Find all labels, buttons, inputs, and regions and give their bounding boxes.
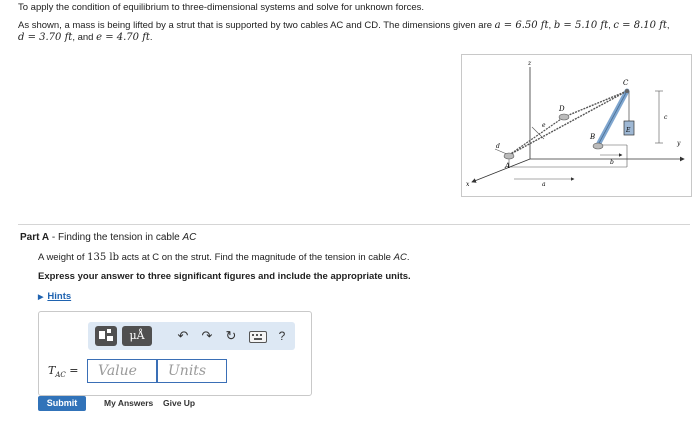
key-dot [252, 334, 254, 336]
template-icon-part [107, 329, 111, 333]
label-a-dim: a [542, 181, 546, 188]
my-answers-button[interactable]: My Answers [104, 398, 154, 408]
cable-ad [509, 117, 564, 155]
expand-triangle-icon: ▶ [38, 294, 44, 301]
part-title [20, 232, 196, 243]
problem-text-1: A weight of [38, 252, 88, 263]
key-dot [256, 334, 258, 336]
label-x: x [466, 181, 470, 188]
separator: , [608, 20, 614, 31]
support-d [559, 114, 569, 120]
dimension-e: e = 4.70 ft [96, 32, 150, 43]
key-dot [260, 334, 262, 336]
value-input[interactable] [87, 359, 157, 383]
template-icon [99, 331, 105, 339]
part-title-text: Finding the tension in cable [57, 232, 183, 243]
math-toolbar [88, 322, 295, 350]
problem-end: . [406, 252, 410, 263]
instruction-text: Express your answer to three significant figures and include the appropriate units. [38, 271, 411, 282]
statement-text: As shown, a mass is being lifted by a strut that is supported by two cables AC and CD. The dimensions given are [18, 20, 495, 31]
submit-button[interactable]: Submit [38, 396, 86, 411]
label-a-point: A [505, 162, 511, 170]
label-e-dim: e [542, 122, 546, 129]
problem-text-2: acts at C on the strut. Find the magnitude of the tension in cable [119, 252, 394, 263]
part-prefix: Part A [20, 232, 50, 243]
redo-icon[interactable]: ↷ [201, 328, 213, 343]
statement-end: . [149, 32, 153, 43]
problem-statement [18, 20, 683, 44]
intro-text: To apply the condition of equilibrium to three-dimensional systems and solve for unknown forces. [18, 2, 425, 13]
reset-icon[interactable]: ↻ [225, 328, 237, 343]
label-c-dim: c [664, 114, 668, 121]
joint-c [625, 89, 629, 93]
part-dash: - [49, 232, 58, 243]
answer-label-main: T [48, 364, 56, 377]
hints-link[interactable]: Hints [47, 291, 72, 302]
template-icon-part [107, 336, 113, 341]
label-d-dim: d [496, 143, 500, 150]
answer-label-eq: = [65, 364, 79, 377]
give-up-button[interactable]: Give Up [163, 398, 196, 408]
part-title-cable: AC [182, 232, 197, 243]
units-input[interactable] [157, 359, 227, 383]
support-b [593, 143, 603, 149]
support-a [504, 153, 514, 159]
dimension-d: d = 3.70 ft [18, 32, 73, 43]
templates-button[interactable] [95, 326, 117, 346]
section-divider [18, 224, 690, 225]
answer-label-sub: AC [55, 371, 66, 380]
dimension-b: b = 5.10 ft [553, 20, 609, 31]
strut-diagram [461, 54, 692, 197]
separator: , [666, 20, 670, 31]
part-problem [38, 252, 409, 263]
undo-icon[interactable]: ↶ [177, 328, 189, 343]
weight-value: 135 lb [87, 252, 119, 263]
answer-box [38, 311, 312, 396]
strut-diagram-svg [462, 55, 691, 196]
label-c-point: C [623, 79, 629, 87]
label-b-dim: b [610, 159, 614, 166]
label-y: y [677, 140, 681, 147]
x-axis [472, 159, 530, 182]
key-bar [254, 338, 262, 340]
label-b-point: B [590, 133, 596, 141]
problem-cable: AC [393, 252, 407, 263]
label-e-point: E [626, 127, 631, 134]
help-icon[interactable]: ? [278, 329, 286, 343]
and-text: , and [72, 32, 97, 43]
separator: , [548, 20, 554, 31]
label-z: z [528, 60, 532, 67]
dimension-c: c = 8.10 ft [613, 20, 667, 31]
label-d-point: D [559, 105, 565, 113]
keyboard-icon[interactable] [249, 331, 267, 343]
units-symbols-button[interactable]: μÅ [122, 326, 152, 346]
answer-label [48, 364, 78, 379]
dimension-a: a = 6.50 ft [494, 20, 549, 31]
hints-toggle[interactable] [38, 291, 71, 302]
